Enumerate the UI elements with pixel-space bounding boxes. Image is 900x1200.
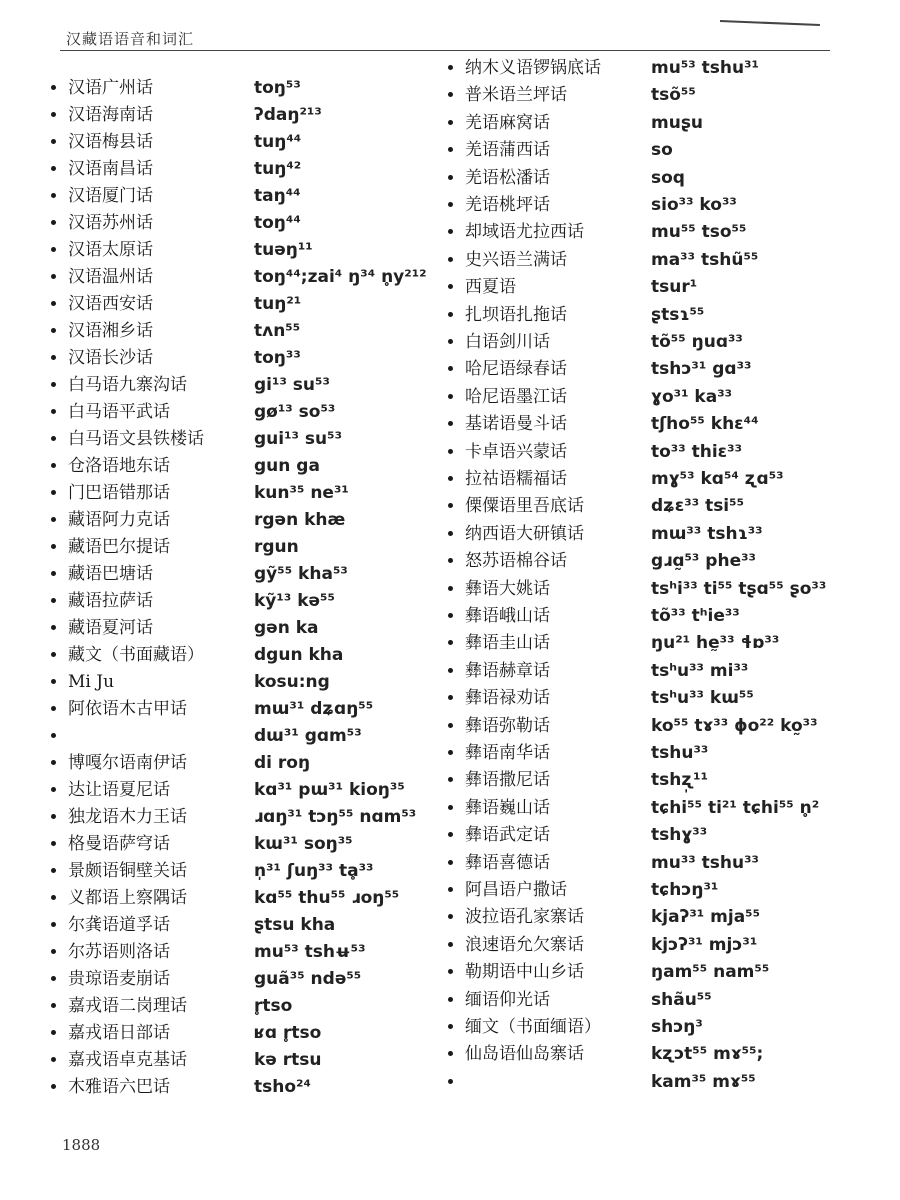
language-name: 彝语巍山话 (465, 797, 550, 818)
phonetic-form: ɣo³¹ ka³³ (651, 386, 733, 407)
language-name: 汉语梅县话 (68, 132, 153, 152)
language-name: 嘉戎语卓克基话 (68, 1050, 187, 1070)
phonetic-form: shɔŋ³ (651, 1017, 703, 1037)
language-name: 藏语拉萨话 (68, 591, 153, 611)
language-name: 彝语禄劝话 (465, 688, 550, 709)
language-name: 史兴语兰满话 (465, 249, 567, 270)
phonetic-form: gən ka (254, 618, 319, 638)
phonetic-form: kɯ³¹ soŋ³⁵ (254, 834, 353, 854)
phonetic-form: mu³³ tshu³³ (651, 852, 759, 873)
page-number: 1888 (62, 1136, 101, 1154)
language-name: 贵琼语麦崩话 (68, 969, 170, 989)
phonetic-form: tsho²⁴ (254, 1077, 311, 1097)
phonetic-form: dgun kha (254, 645, 344, 665)
language-name: 却域语尤拉西话 (465, 222, 584, 243)
language-name: 羌语麻窝话 (465, 112, 550, 133)
language-name: 汉语广州话 (68, 78, 153, 98)
phonetic-form: tɕhɔŋ³¹ (651, 880, 719, 900)
language-name: 纳西语大研镇话 (465, 523, 584, 544)
language-name: 嘉戎语日部话 (68, 1023, 170, 1043)
phonetic-form: tuŋ⁴⁴ (254, 132, 302, 152)
language-name: 西夏语 (465, 277, 516, 298)
phonetic-form: tuŋ⁴² (254, 159, 302, 179)
phonetic-form: tsõ⁵⁵ (651, 85, 696, 106)
language-name: 彝语撒尼话 (465, 770, 550, 791)
language-name: 博嘎尔语南伊话 (68, 753, 187, 773)
language-name: 尔龚语道孚话 (68, 915, 170, 935)
language-name: 波拉语孔家寨话 (465, 907, 584, 928)
phonetic-form: toŋ³³ (254, 348, 301, 368)
language-name: 扎坝语扎拖话 (465, 304, 567, 325)
phonetic-form: dʑɛ³³ tsi⁵⁵ (651, 496, 745, 517)
language-name: 彝语弥勒话 (465, 715, 550, 736)
language-name: 藏语阿力克话 (68, 510, 170, 530)
language-name: 阿依语木古甲话 (68, 699, 187, 719)
phonetic-form: ŋam⁵⁵ nam⁵⁵ (651, 962, 770, 983)
phonetic-form: ʁɑ r̥tso (254, 1023, 322, 1043)
header-rule (60, 50, 830, 51)
language-name: 羌语蒲西话 (465, 140, 550, 161)
language-name: 独龙语木力王话 (68, 807, 187, 827)
phonetic-form: tshɣ³³ (651, 825, 708, 846)
header-rule-curve (720, 20, 820, 26)
language-name: 彝语圭山话 (465, 633, 550, 654)
language-name: 仙岛语仙岛寨话 (465, 1044, 584, 1065)
language-name: 仓洛语地东话 (68, 456, 170, 476)
language-name: 彝语大姚话 (465, 578, 550, 599)
phonetic-form: muʂu (651, 112, 704, 133)
phonetic-form: mu⁵³ tshu³¹ (651, 58, 759, 78)
language-name: 彝语南华话 (465, 743, 550, 763)
phonetic-form: tʃho⁵⁵ khɛ⁴⁴ (651, 414, 759, 435)
language-name: 缅语仰光话 (465, 989, 550, 1010)
language-name: 藏语巴塘话 (68, 564, 153, 584)
phonetic-form: kʐɔt⁵⁵ mɤ⁵⁵; (651, 1044, 764, 1065)
phonetic-form: tuŋ²¹ (254, 294, 302, 314)
phonetic-form: rgən khæ (254, 510, 346, 530)
phonetic-form: tsʰu³³ kɯ⁵⁵ (651, 688, 754, 709)
phonetic-form: kɑ⁵⁵ thu⁵⁵ ɹoŋ⁵⁵ (254, 888, 400, 908)
language-name: 藏文（书面藏语） (68, 645, 204, 665)
phonetic-form: r̥tso (254, 996, 293, 1016)
phonetic-form: shãu⁵⁵ (651, 989, 712, 1010)
language-name: 哈尼语绿春话 (465, 359, 567, 380)
language-name: 彝语喜德话 (465, 852, 550, 873)
language-name: 汉语太原话 (68, 240, 153, 260)
language-name: 卡卓语兴蒙话 (465, 441, 567, 462)
language-name: 拉祜语糯福话 (465, 469, 567, 489)
language-name: 尔苏语则洛话 (68, 942, 170, 962)
phonetic-form: gɹɑ̰⁵³ phe³³ (651, 551, 756, 572)
language-name: 彝语赫章话 (465, 660, 550, 681)
language-name: 汉语南昌话 (68, 159, 153, 179)
phonetic-form: tshu³³ (651, 743, 709, 763)
phonetic-form: di roŋ (254, 753, 311, 773)
phonetic-form: tshɔ³¹ gɑ³³ (651, 359, 752, 380)
language-name: 白马语九寨沟话 (68, 375, 187, 395)
running-head: 汉藏语语音和词汇 (66, 30, 195, 48)
language-name: 基诺语曼斗话 (465, 414, 567, 435)
phonetic-form: sio³³ ko³³ (651, 195, 737, 215)
phonetic-form: ŋu²¹ hḛ³³ ɬɒ³³ (651, 633, 780, 654)
phonetic-form: gun ga (254, 456, 320, 476)
language-name: 浪速语允欠寨话 (465, 934, 584, 955)
phonetic-form: ko⁵⁵ tɤ³³ ɸo²² ko̰³³ (651, 715, 818, 736)
language-name: 白语剑川话 (465, 332, 550, 352)
phonetic-form: gø¹³ so⁵³ (254, 402, 336, 422)
phonetic-form: ʔdaŋ²¹³ (254, 105, 322, 125)
phonetic-form: ʂtsɿ⁵⁵ (651, 304, 705, 325)
phonetic-form: mɯ³³ tshɿ³³ (651, 523, 763, 544)
phonetic-form: toŋ⁴⁴;zai⁴ ŋ³⁴ n̥y²¹² (254, 267, 427, 287)
phonetic-form: tɕhi⁵⁵ ti²¹ tɕhi⁵⁵ n̥² (651, 797, 820, 818)
language-name: 勒期语中山乡话 (465, 962, 584, 983)
language-name: 格曼语萨穹话 (68, 834, 170, 854)
language-name: 汉语温州话 (68, 267, 153, 287)
language-name: 彝语峨山话 (465, 606, 550, 626)
phonetic-form: tsur¹ (651, 277, 698, 298)
language-name: 怒苏语棉谷话 (465, 551, 567, 572)
language-name: 傈僳语里吾底话 (465, 496, 584, 517)
phonetic-form: toŋ⁴⁴ (254, 213, 301, 233)
phonetic-form: tshʐ̩¹¹ (651, 770, 709, 791)
phonetic-form: ɹɑŋ³¹ tɔŋ⁵⁵ nɑm⁵³ (254, 807, 417, 827)
phonetic-form: ʂtsu kha (254, 915, 336, 935)
left-column (68, 78, 448, 1098)
phonetic-form: mɯ³¹ dʑɑŋ⁵⁵ (254, 699, 374, 719)
language-name: 汉语西安话 (68, 294, 153, 314)
language-name: Mi Ju (68, 672, 115, 692)
phonetic-form: kɑ³¹ pɯ³¹ kioŋ³⁵ (254, 780, 405, 800)
language-name: 藏语巴尔提话 (68, 537, 170, 557)
phonetic-form: ma³³ tshũ⁵⁵ (651, 249, 759, 270)
phonetic-form: rgun (254, 537, 299, 557)
language-name: 嘉戎语二岗理话 (68, 996, 187, 1016)
language-name: 羌语松潘话 (465, 167, 550, 188)
phonetic-form: kun³⁵ ne³¹ (254, 483, 349, 503)
phonetic-form: kosu:ng (254, 672, 330, 692)
phonetic-form: taŋ⁴⁴ (254, 186, 301, 206)
phonetic-form: kjɔʔ³¹ mjɔ³¹ (651, 934, 758, 955)
language-name: 汉语厦门话 (68, 186, 153, 206)
phonetic-form: soq (651, 167, 685, 188)
language-name: 白马语文县铁楼话 (68, 429, 204, 449)
phonetic-form: kam³⁵ mɤ⁵⁵ (651, 1071, 756, 1092)
phonetic-form: toŋ⁵³ (254, 78, 301, 98)
language-name: 义都语上察隅话 (68, 888, 187, 908)
phonetic-form: so (651, 140, 673, 161)
phonetic-form: guã³⁵ ndə⁵⁵ (254, 969, 362, 989)
phonetic-form: n̩³¹ ʃuŋ³³ tḁ³³ (254, 861, 374, 881)
phonetic-form: dɯ³¹ gɑm⁵³ (254, 726, 362, 746)
language-name: 普米语兰坪话 (465, 85, 567, 106)
phonetic-form: tsʰi³³ ti⁵⁵ tʂɑ⁵⁵ ʂo³³ (651, 578, 827, 599)
phonetic-form: mu⁵³ tshʉ⁵³ (254, 942, 366, 962)
phonetic-form: tõ³³ tʰie³³ (651, 606, 740, 626)
language-name: 汉语湘乡话 (68, 321, 153, 341)
phonetic-form: kjaʔ³¹ mja⁵⁵ (651, 907, 761, 928)
language-name: 达让语夏尼话 (68, 780, 170, 800)
phonetic-form: tʌn⁵⁵ (254, 321, 301, 341)
language-name: 藏语夏河话 (68, 618, 153, 638)
right-column (465, 58, 885, 1108)
language-name: 汉语海南话 (68, 105, 153, 125)
language-name: 门巴语错那话 (68, 483, 170, 503)
phonetic-form: gui¹³ su⁵³ (254, 429, 343, 449)
language-name: 汉语苏州话 (68, 213, 153, 233)
language-name: 纳木义语锣锅底话 (465, 58, 601, 78)
phonetic-form: kỹ¹³ kə⁵⁵ (254, 591, 335, 611)
language-name: 汉语长沙话 (68, 348, 153, 368)
phonetic-form: mu⁵⁵ tso⁵⁵ (651, 222, 747, 243)
phonetic-form: gi¹³ su⁵³ (254, 375, 330, 395)
phonetic-form: to³³ thiɛ³³ (651, 441, 743, 462)
language-name: 缅文（书面缅语） (465, 1017, 601, 1037)
phonetic-form: mɣ⁵³ kɑ⁵⁴ ʐɑ⁵³ (651, 469, 784, 489)
phonetic-form: gỹ⁵⁵ kha⁵³ (254, 564, 348, 584)
phonetic-form: tõ⁵⁵ ŋuɑ³³ (651, 332, 743, 352)
language-name: 哈尼语墨江话 (465, 386, 567, 407)
phonetic-form: tuəŋ¹¹ (254, 240, 313, 260)
language-name: 彝语武定话 (465, 825, 550, 846)
phonetic-form: tsʰu³³ mi³³ (651, 660, 749, 681)
language-name: 羌语桃坪话 (465, 195, 550, 215)
language-name: 白马语平武话 (68, 402, 170, 422)
language-name: 阿昌语户撒话 (465, 880, 567, 900)
language-name: 景颇语铜壁关话 (68, 861, 187, 881)
phonetic-form: kə rtsu (254, 1050, 322, 1070)
language-name: 木雅语六巴话 (68, 1077, 170, 1097)
